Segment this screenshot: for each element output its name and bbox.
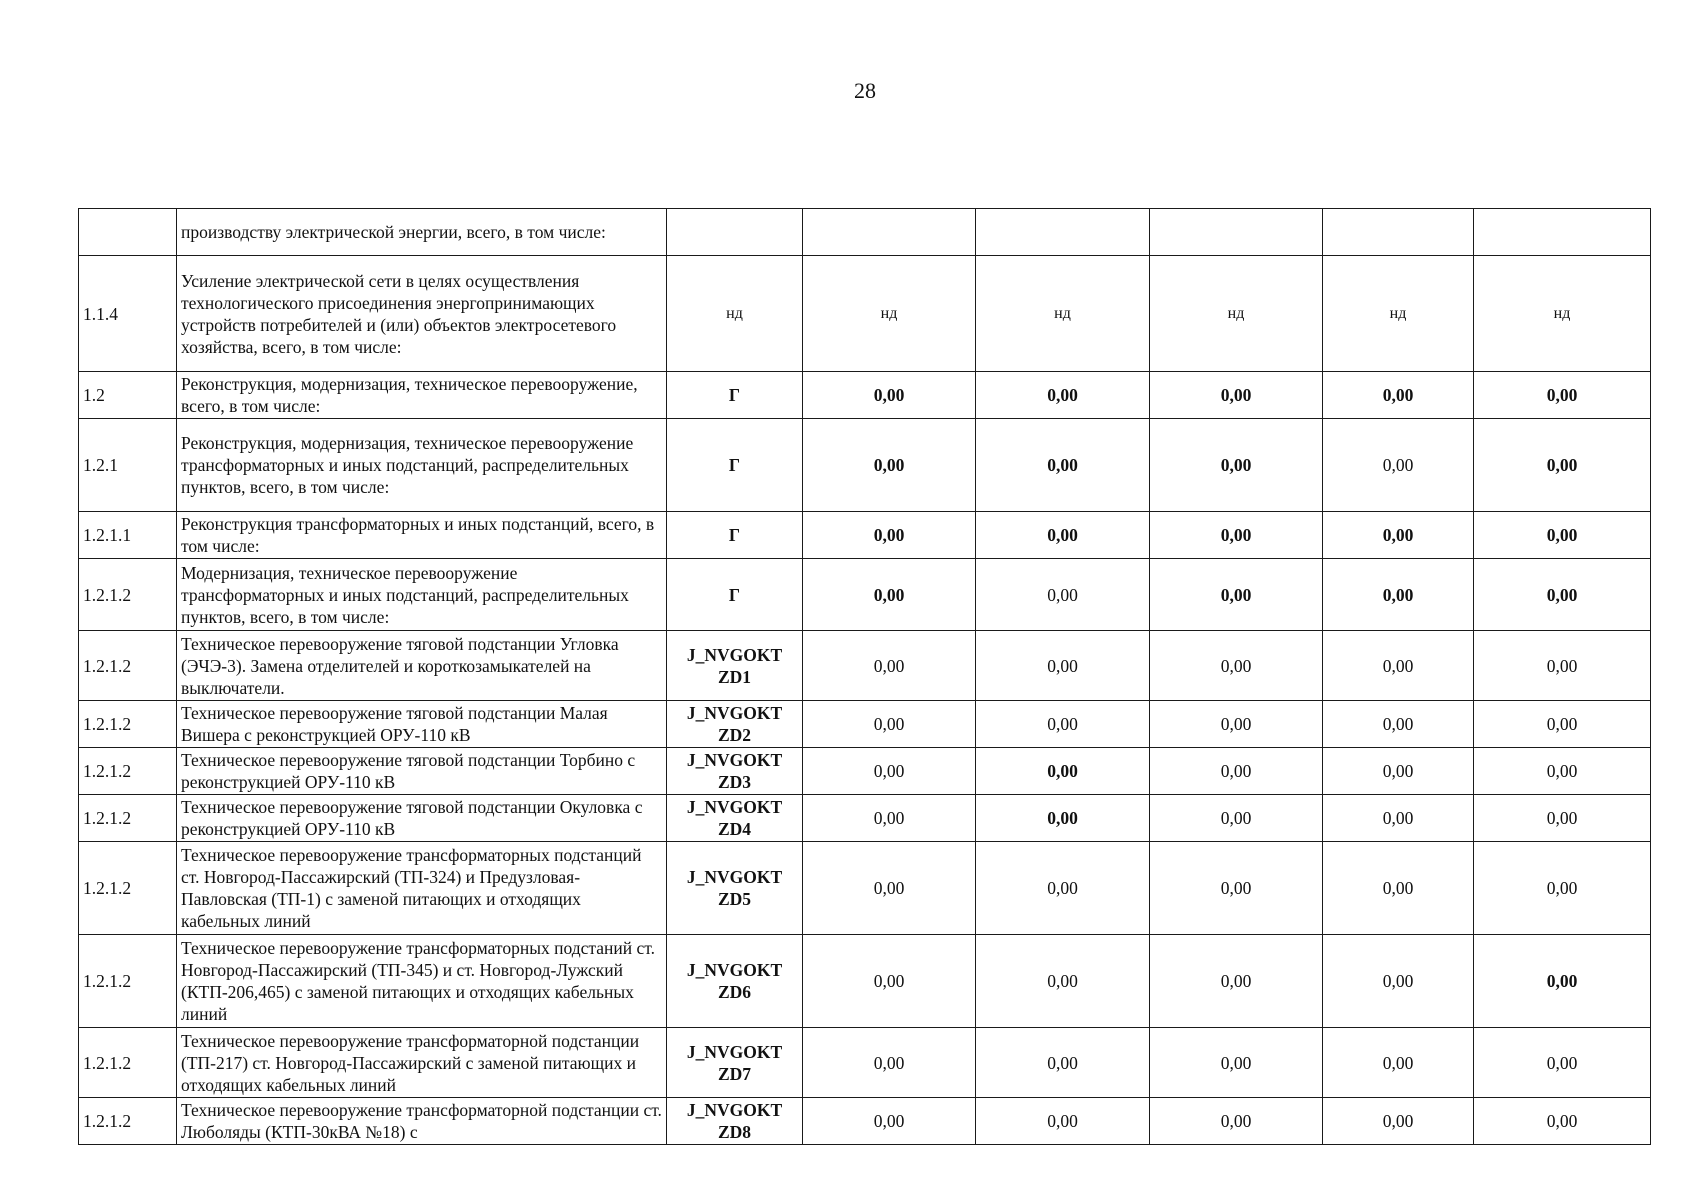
- row-value: 0,00: [1474, 795, 1651, 842]
- row-value: 0,00: [1323, 935, 1474, 1028]
- row-value: 0,00: [1323, 701, 1474, 748]
- row-value: 0,00: [1150, 795, 1323, 842]
- row-value: 0,00: [1150, 1028, 1323, 1098]
- table-row: [79, 559, 1651, 631]
- row-value: 0,00: [976, 419, 1150, 512]
- row-code: J_NVGOKT ZD5: [667, 842, 803, 935]
- row-value: 0,00: [803, 559, 976, 631]
- row-value: нд: [1323, 256, 1474, 372]
- row-value: 0,00: [1474, 1098, 1651, 1145]
- row-value: 0,00: [976, 748, 1150, 795]
- row-value: 0,00: [1474, 512, 1651, 559]
- row-number: 1.2.1: [79, 419, 177, 512]
- row-value: 0,00: [803, 1098, 976, 1145]
- row-value: [1150, 209, 1323, 256]
- row-value: 0,00: [1323, 559, 1474, 631]
- row-name: Реконструкция трансформаторных и иных подстанций, всего, в том числе:: [177, 512, 667, 559]
- row-code: [667, 209, 803, 256]
- row-value: 0,00: [1150, 748, 1323, 795]
- row-value: 0,00: [803, 795, 976, 842]
- row-value: [1323, 209, 1474, 256]
- row-number: 1.2.1.2: [79, 795, 177, 842]
- row-value: 0,00: [1323, 419, 1474, 512]
- row-value: 0,00: [1323, 842, 1474, 935]
- row-value: 0,00: [803, 701, 976, 748]
- table-row: [79, 748, 1651, 795]
- row-value: 0,00: [976, 559, 1150, 631]
- row-number: [79, 209, 177, 256]
- row-value: 0,00: [976, 795, 1150, 842]
- row-code: J_NVGOKT ZD3: [667, 748, 803, 795]
- row-name: Техническое перевооружение тяговой подстанции Малая Вишера с реконструкцией ОРУ-110 кВ: [177, 701, 667, 748]
- row-value: 0,00: [1150, 701, 1323, 748]
- row-code: J_NVGOKT ZD7: [667, 1028, 803, 1098]
- row-value: 0,00: [1474, 1028, 1651, 1098]
- row-value: 0,00: [803, 419, 976, 512]
- table-row: [79, 256, 1651, 372]
- row-value: 0,00: [976, 512, 1150, 559]
- investment-table: [78, 208, 1651, 1145]
- row-name: Усиление электрической сети в целях осуществления технологического присоединения энергопринимающих устройств потребителей и (или) объектов электросетевого хозяйства, всего, в том числе:: [177, 256, 667, 372]
- table-row: [79, 701, 1651, 748]
- row-value: нд: [976, 256, 1150, 372]
- table-row: [79, 795, 1651, 842]
- row-value: 0,00: [803, 748, 976, 795]
- row-value: 0,00: [1474, 842, 1651, 935]
- row-value: 0,00: [803, 935, 976, 1028]
- row-value: 0,00: [1323, 1028, 1474, 1098]
- row-number: 1.2.1.2: [79, 1028, 177, 1098]
- row-code: Г: [667, 559, 803, 631]
- row-value: 0,00: [1474, 372, 1651, 419]
- table-row: [79, 372, 1651, 419]
- row-name: Модернизация, техническое перевооружение трансформаторных и иных подстанций, распределительных пунктов, всего, в том числе:: [177, 559, 667, 631]
- table-row: [79, 631, 1651, 701]
- row-number: 1.1.4: [79, 256, 177, 372]
- row-name: Техническое перевооружение трансформаторной подстанции (ТП-217) ст. Новгород-Пассажирский с заменой питающих и отходящих кабельных линий: [177, 1028, 667, 1098]
- row-code: нд: [667, 256, 803, 372]
- row-value: 0,00: [803, 372, 976, 419]
- row-value: 0,00: [976, 372, 1150, 419]
- row-value: 0,00: [976, 631, 1150, 701]
- row-value: [803, 209, 976, 256]
- row-value: 0,00: [803, 512, 976, 559]
- row-number: 1.2.1.2: [79, 842, 177, 935]
- row-name: Реконструкция, модернизация, техническое перевооружение трансформаторных и иных подстанций, распределительных пунктов, всего, в том числе:: [177, 419, 667, 512]
- row-name: Техническое перевооружение тяговой подстанции Угловка (ЭЧЭ-3). Замена отделителей и короткозамыкателей на выключатели.: [177, 631, 667, 701]
- page-number: 28: [854, 78, 876, 103]
- row-code: J_NVGOKT ZD4: [667, 795, 803, 842]
- row-code: Г: [667, 419, 803, 512]
- row-name: Реконструкция, модернизация, техническое перевооружение, всего, в том числе:: [177, 372, 667, 419]
- row-number: 1.2.1.2: [79, 559, 177, 631]
- row-name: Техническое перевооружение трансформаторной подстанции ст. Люболяды (КТП-30кВА №18) с: [177, 1098, 667, 1145]
- row-value: 0,00: [1474, 419, 1651, 512]
- row-name: Техническое перевооружение трансформаторных подстанций ст. Новгород-Пассажирский (ТП-324) и Предузловая-Павловская (ТП-1) с заменой питающих и отходящих кабельных линий: [177, 842, 667, 935]
- row-value: 0,00: [1474, 631, 1651, 701]
- row-value: 0,00: [1150, 1098, 1323, 1145]
- row-value: 0,00: [1474, 701, 1651, 748]
- row-name: Техническое перевооружение трансформаторных подстаний ст. Новгород-Пассажирский (ТП-345) и ст. Новгород-Лужский (КТП-206,465) с заменой питающих и отходящих кабельных линий: [177, 935, 667, 1028]
- table-row: [79, 842, 1651, 935]
- row-number: 1.2: [79, 372, 177, 419]
- row-value: 0,00: [1323, 631, 1474, 701]
- row-value: 0,00: [1323, 795, 1474, 842]
- row-name: Техническое перевооружение тяговой подстанции Окуловка с реконструкцией ОРУ-110 кВ: [177, 795, 667, 842]
- row-code: J_NVGOKT ZD2: [667, 701, 803, 748]
- row-value: нд: [803, 256, 976, 372]
- row-value: нд: [1150, 256, 1323, 372]
- row-value: 0,00: [1150, 935, 1323, 1028]
- row-code: Г: [667, 372, 803, 419]
- row-value: 0,00: [1323, 512, 1474, 559]
- row-name: Техническое перевооружение тяговой подстанции Торбино с реконструкцией ОРУ-110 кВ: [177, 748, 667, 795]
- row-value: 0,00: [1323, 372, 1474, 419]
- row-value: 0,00: [1150, 559, 1323, 631]
- table-row: [79, 935, 1651, 1028]
- row-value: 0,00: [1474, 748, 1651, 795]
- row-code: J_NVGOKT ZD8: [667, 1098, 803, 1145]
- table-row: [79, 209, 1651, 256]
- row-value: 0,00: [1150, 631, 1323, 701]
- row-number: 1.2.1.2: [79, 701, 177, 748]
- row-value: 0,00: [1150, 512, 1323, 559]
- row-number: 1.2.1.2: [79, 1098, 177, 1145]
- row-value: 0,00: [1323, 1098, 1474, 1145]
- row-value: нд: [1474, 256, 1651, 372]
- row-code: J_NVGOKT ZD6: [667, 935, 803, 1028]
- row-value: 0,00: [1150, 372, 1323, 419]
- row-value: 0,00: [1323, 748, 1474, 795]
- table-row: [79, 512, 1651, 559]
- table-row: [79, 1098, 1651, 1145]
- row-code: J_NVGOKT ZD1: [667, 631, 803, 701]
- row-value: 0,00: [803, 631, 976, 701]
- row-name: производству электрической энергии, всего, в том числе:: [177, 209, 667, 256]
- table-row: [79, 419, 1651, 512]
- row-number: 1.2.1.2: [79, 748, 177, 795]
- row-value: 0,00: [1150, 842, 1323, 935]
- row-value: 0,00: [803, 842, 976, 935]
- row-code: Г: [667, 512, 803, 559]
- row-value: 0,00: [1150, 419, 1323, 512]
- row-value: 0,00: [976, 935, 1150, 1028]
- row-number: 1.2.1.2: [79, 631, 177, 701]
- row-number: 1.2.1.2: [79, 935, 177, 1028]
- row-number: 1.2.1.1: [79, 512, 177, 559]
- row-value: 0,00: [803, 1028, 976, 1098]
- row-value: 0,00: [1474, 935, 1651, 1028]
- row-value: [976, 209, 1150, 256]
- row-value: 0,00: [976, 1028, 1150, 1098]
- row-value: [1474, 209, 1651, 256]
- table-row: [79, 1028, 1651, 1098]
- row-value: 0,00: [976, 1098, 1150, 1145]
- row-value: 0,00: [976, 701, 1150, 748]
- row-value: 0,00: [1474, 559, 1651, 631]
- row-value: 0,00: [976, 842, 1150, 935]
